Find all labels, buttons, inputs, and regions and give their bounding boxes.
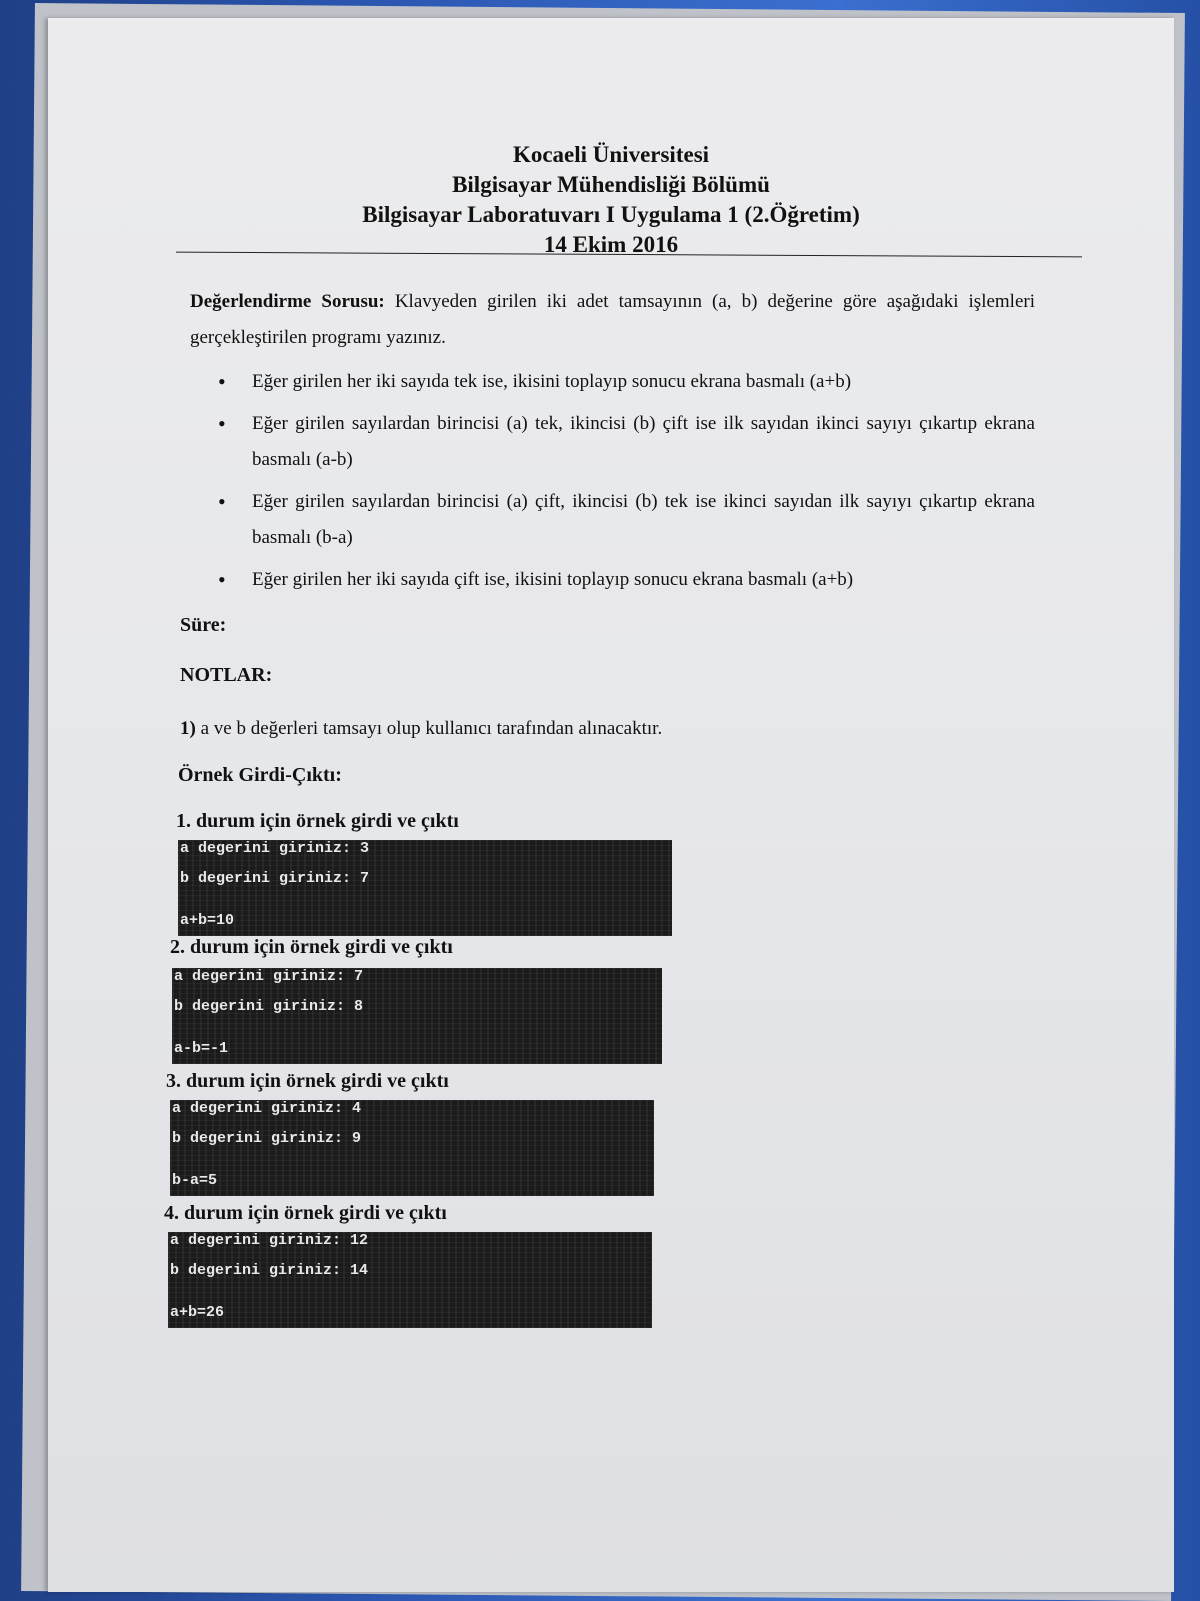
console-line: b degerini giriniz: 7: [180, 870, 370, 887]
bullet-icon: •: [218, 411, 226, 436]
console-line: b degerini giriniz: 9: [172, 1130, 362, 1147]
notes-heading: NOTLAR:: [180, 664, 273, 686]
console-line: b degerini giriniz: 8: [174, 998, 364, 1015]
case-text: Eğer girilen sayılardan birincisi (a) tek, ikincisi (b) çift ise ilk sayıdan ikinci sayıyı çıkartıp ekrana basmalı (a-b): [252, 413, 1035, 470]
question-paragraph: [190, 284, 1035, 356]
example-title: 3. durum için örnek girdi ve çıktı: [166, 1070, 449, 1092]
list-item: [190, 406, 1035, 478]
console-output: [170, 1100, 654, 1196]
case-text: Eğer girilen sayılardan birincisi (a) çift, ikincisi (b) tek ise ikinci sayıdan ilk sayıyı çıkartıp ekrana basmalı (b-a): [252, 491, 1035, 548]
list-item: [190, 364, 1035, 400]
console-line: a degerini giriniz: 12: [170, 1232, 369, 1249]
console-result: b-a=5: [172, 1172, 218, 1189]
list-item: [190, 484, 1035, 556]
bullet-icon: •: [218, 489, 226, 514]
example-title: 2. durum için örnek girdi ve çıktı: [170, 936, 453, 958]
console-output: [168, 1232, 652, 1328]
note-item: [180, 718, 662, 740]
duration-label: Süre:: [180, 614, 227, 636]
note-text: a ve b değerleri tamsayı olup kullanıcı tarafından alınacaktır.: [200, 718, 663, 739]
department-name: Bilgisayar Mühendisliği Bölümü: [452, 172, 770, 197]
example-title: 4. durum için örnek girdi ve çıktı: [164, 1202, 447, 1224]
bullet-icon: •: [218, 369, 226, 394]
document-page: [48, 18, 1174, 1592]
question-text: Klavyeden girilen iki adet tamsayının (a, b) değerine göre aşağıdaki işlemleri gerçekleştirilen programı yazınız.: [190, 291, 1036, 348]
university-name: Kocaeli Üniversitesi: [512, 142, 710, 167]
example-title: 1. durum için örnek girdi ve çıktı: [176, 810, 459, 832]
document-header: [48, 140, 1174, 260]
course-title: Bilgisayar Laboratuvarı I Uygulama 1 (2.Öğretim): [362, 202, 860, 227]
console-result: a+b=26: [170, 1304, 225, 1321]
console-line: a degerini giriniz: 3: [180, 840, 370, 857]
list-item: [190, 562, 1035, 598]
console-line: a degerini giriniz: 7: [174, 968, 364, 985]
console-output: [172, 968, 662, 1064]
document-date: 14 Ekim 2016: [543, 232, 679, 257]
examples-heading: Örnek Girdi-Çıktı:: [178, 764, 342, 786]
question-label: Değerlendirme Sorusu:: [190, 291, 385, 312]
case-text: Eğer girilen her iki sayıda tek ise, ikisini toplayıp sonucu ekrana basmalı (a+b): [252, 371, 852, 392]
console-result: a-b=-1: [174, 1040, 229, 1057]
console-output: [178, 840, 672, 936]
console-line: b degerini giriniz: 14: [170, 1262, 369, 1279]
bullet-icon: •: [218, 567, 226, 592]
console-line: a degerini giriniz: 4: [172, 1100, 362, 1117]
case-list: [190, 364, 1035, 598]
note-number: 1): [180, 718, 196, 739]
case-text: Eğer girilen her iki sayıda çift ise, ikisini toplayıp sonucu ekrana basmalı (a+b): [252, 569, 854, 590]
question-section: [190, 284, 1035, 604]
console-result: a+b=10: [180, 912, 235, 929]
